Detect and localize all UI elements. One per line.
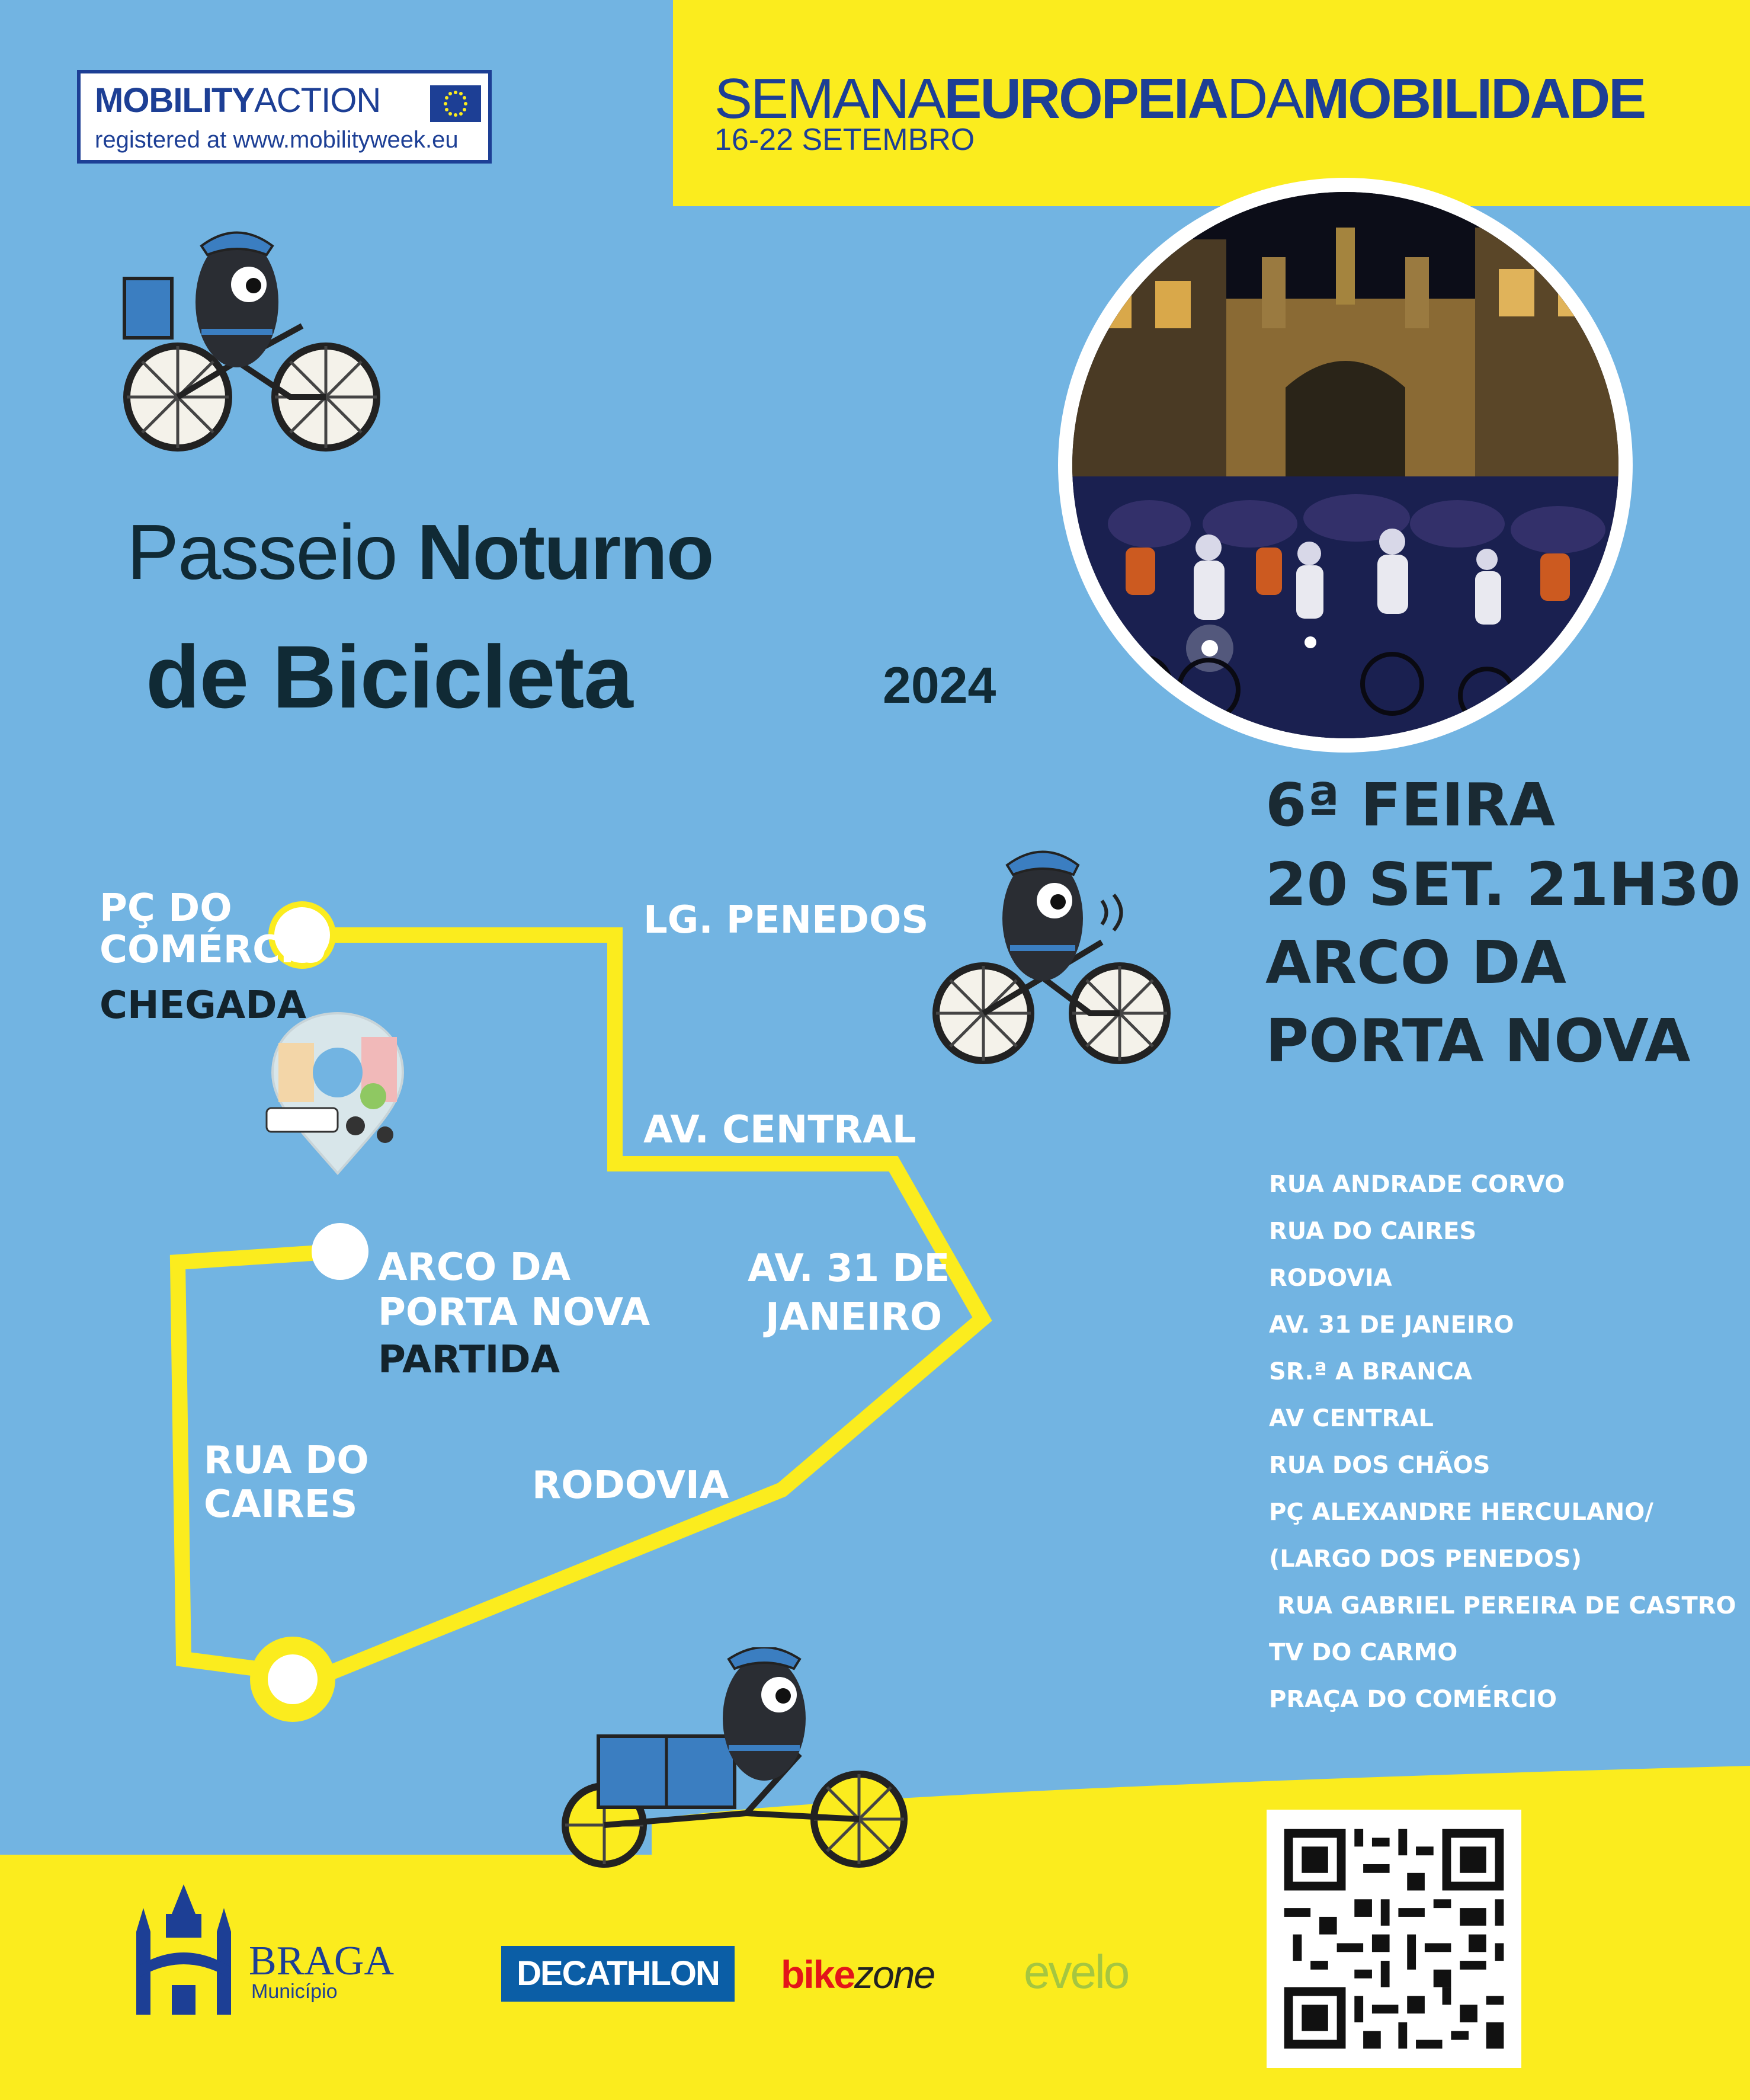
street-item: AV CENTRAL	[1269, 1405, 1434, 1432]
event-title-line2: de Bicicleta	[146, 627, 633, 726]
mobility-action-title: MOBILITYACTION	[95, 81, 381, 120]
decathlon-logo: DECATHLON	[501, 1946, 735, 2002]
street-item: (LARGO DOS PENEDOS)	[1269, 1545, 1582, 1573]
event-year: 2024	[883, 657, 996, 714]
event-place-line1: ARCO DA	[1265, 928, 1567, 997]
semana-dates: 16-22 SETEMBRO	[714, 123, 975, 157]
event-datetime: 20 SET. 21H30	[1265, 850, 1741, 919]
evelo-logo: evelo	[1024, 1945, 1129, 1998]
street-item: RUA DOS CHÃOS	[1269, 1452, 1491, 1479]
start-marker	[312, 1223, 368, 1280]
street-item: RUA DO CAIRES	[1269, 1218, 1477, 1245]
map-label-pc-comercio-line1: PÇ DO	[100, 886, 232, 930]
mobility-action-subtitle: registered at www.mobilityweek.eu	[95, 127, 459, 153]
map-label-av-central: AV. CENTRAL	[643, 1108, 916, 1152]
map-label-arco-line2: PORTA NOVA	[378, 1291, 650, 1334]
location-pin-illustration	[249, 1007, 427, 1185]
street-item: AV. 31 DE JANEIRO	[1269, 1311, 1514, 1339]
braga-logo-subtitle: Município	[251, 1980, 338, 2003]
map-label-rua-caires-line2: CAIRES	[204, 1483, 358, 1526]
map-label-arco-line1: ARCO DA	[378, 1246, 571, 1289]
street-item: TV DO CARMO	[1269, 1639, 1458, 1666]
street-item: RUA GABRIEL PEREIRA DE CASTRO	[1269, 1592, 1736, 1619]
event-day: 6ª FEIRA	[1265, 770, 1556, 840]
map-label-av31-line1: AV. 31 DE	[748, 1247, 950, 1291]
map-label-lg-penedos: LG. PENEDOS	[643, 898, 929, 942]
qr-code[interactable]	[1267, 1810, 1521, 2068]
bikezone-logo: bikezone	[781, 1952, 935, 1996]
street-item: SR.ª A BRANCA	[1269, 1358, 1472, 1385]
map-label-rodovia: RODOVIA	[532, 1464, 729, 1507]
route-waypoint-marker	[268, 1654, 318, 1704]
event-title-line1: Passeio Noturno	[127, 508, 713, 596]
street-item: RODOVIA	[1269, 1265, 1392, 1292]
street-item: PRAÇA DO COMÉRCIO	[1269, 1686, 1557, 1713]
map-label-rua-caires-line1: RUA DO	[204, 1439, 369, 1483]
braga-coat-of-arms-icon	[130, 1884, 237, 2021]
map-label-av31-line2: JANEIRO	[765, 1295, 943, 1339]
route-street-list	[1269, 1171, 1736, 1733]
street-item: PÇ ALEXANDRE HERCULANO/	[1269, 1499, 1653, 1526]
semana-europeia-heading: SEMANAEUROPEIADAMOBILIDADE	[714, 67, 1645, 130]
event-place-line2: PORTA NOVA	[1265, 1006, 1691, 1075]
street-item: RUA ANDRADE CORVO	[1269, 1171, 1565, 1198]
braga-logo-text: BRAGA	[249, 1938, 395, 1984]
map-label-pc-comercio-line2: COMÉRCIO	[100, 928, 327, 972]
mascot-cargo-bike-illustration	[551, 1647, 918, 1872]
map-label-chegada: CHEGADA	[100, 984, 306, 1027]
map-label-partida: PARTIDA	[378, 1338, 560, 1382]
